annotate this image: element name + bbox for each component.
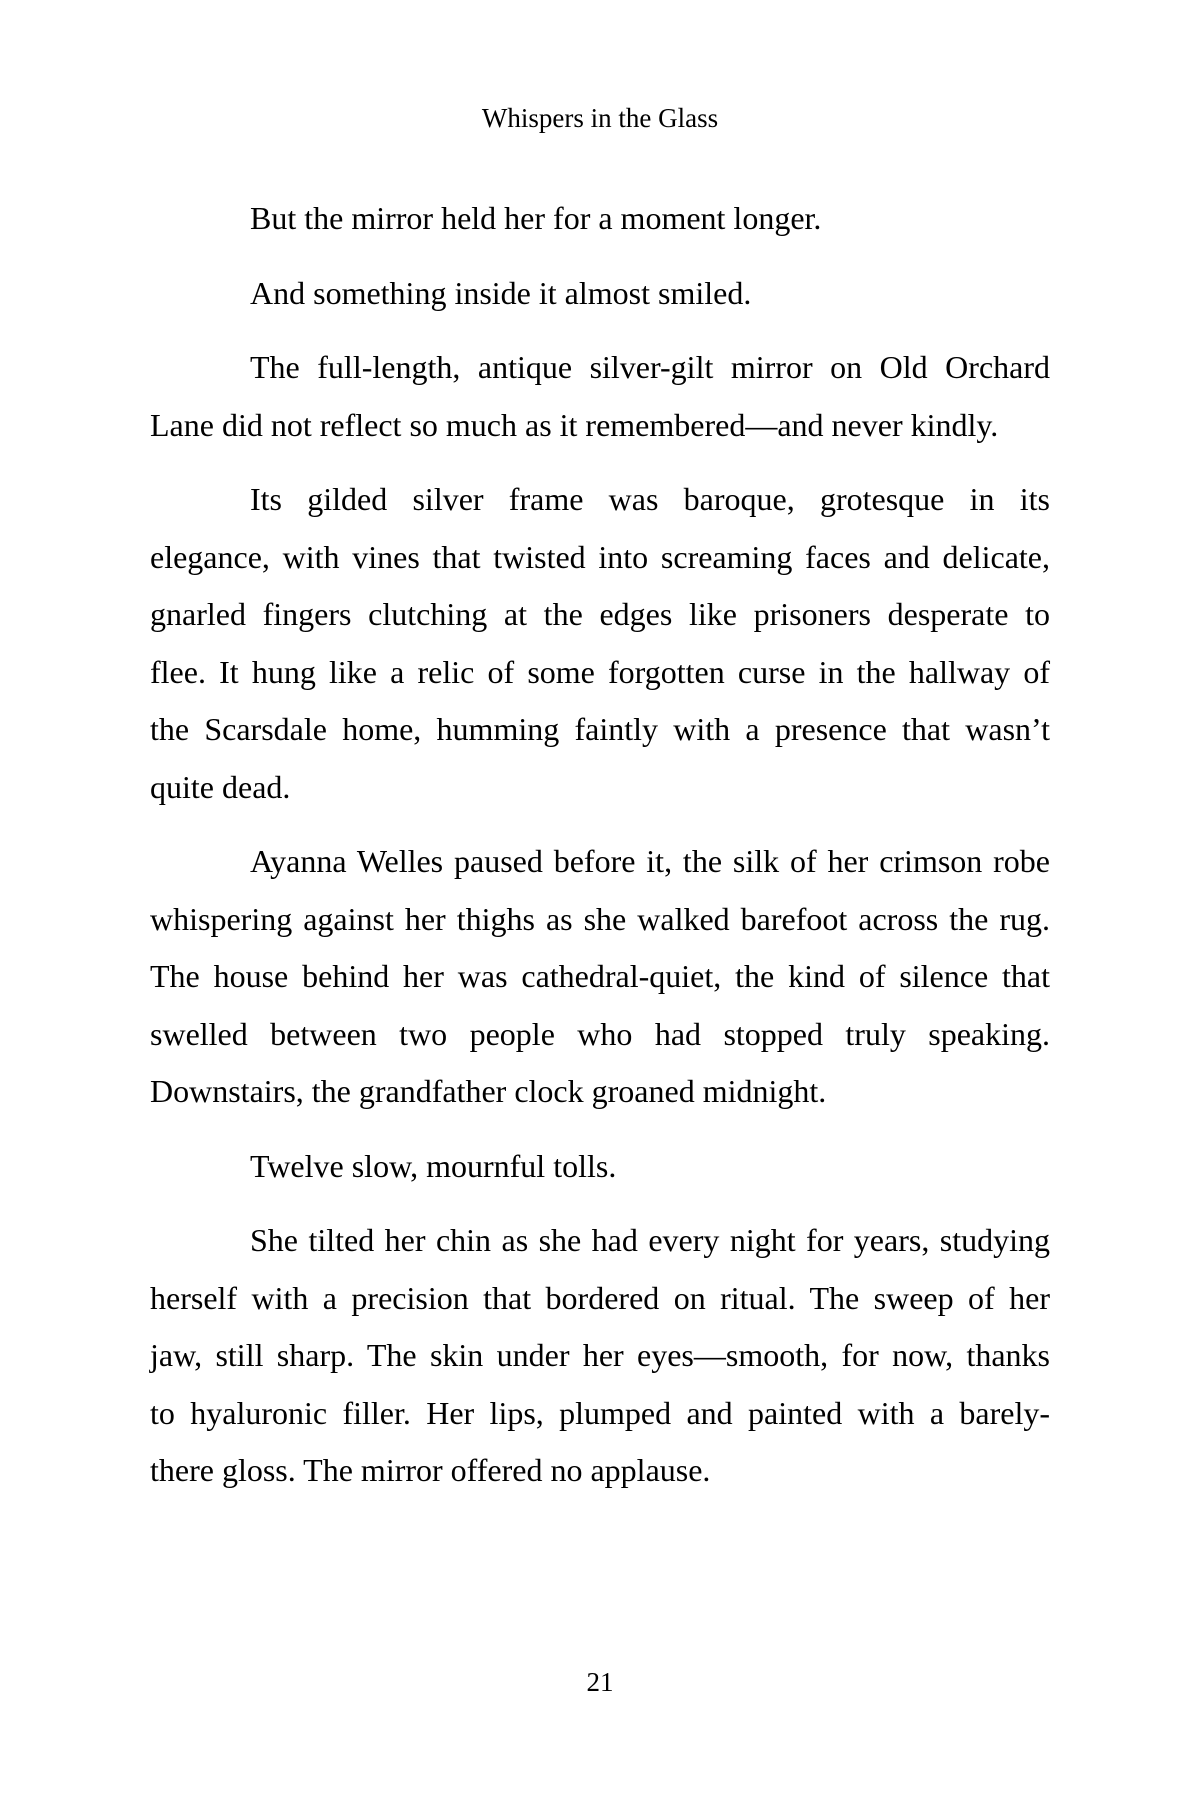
text-line: to hyaluronic filler. Her lips, plumped and painted with a barely-: [150, 1394, 1050, 1431]
text-line: whispering against her thighs as she walked barefoot across the rug.: [150, 900, 1050, 937]
text-line: Its gilded silver frame was baroque, grotesque in its: [250, 481, 1050, 517]
text-line: jaw, still sharp. The skin under her eyes—smooth, for now, thanks: [150, 1337, 1050, 1373]
text-line: And something inside it almost smiled.: [250, 274, 752, 311]
text-line: swelled between two people who had stopped truly speaking.: [150, 1015, 1050, 1052]
paragraph: [150, 265, 1050, 323]
paragraph: [150, 1212, 1050, 1500]
paragraph: [150, 471, 1050, 816]
running-header: Whispers in the Glass: [481, 103, 719, 133]
text-line: flee. It hung like a relic of some forgotten curse in the hallway of: [150, 653, 1050, 690]
text-line: elegance, with vines that twisted into screaming faces and delicate,: [150, 538, 1050, 575]
page-number: 21: [586, 1667, 614, 1697]
paragraph: [150, 1138, 1050, 1196]
text-line: The house behind her was cathedral-quiet, the kind of silence that: [150, 958, 1050, 994]
text-line: quite dead.: [150, 768, 291, 805]
text-line: Ayanna Welles paused before it, the silk of her crimson robe: [250, 843, 1050, 879]
text-line: herself with a precision that bordered on ritual. The sweep of her: [150, 1279, 1050, 1316]
text-line: Downstairs, the grandfather clock groaned midnight.: [150, 1073, 827, 1109]
paragraph: [150, 190, 1050, 248]
body-text: [150, 190, 1050, 1517]
text-line: gnarled fingers clutching at the edges like prisoners desperate to: [150, 596, 1050, 632]
text-line: there gloss. The mirror offered no applause.: [150, 1452, 711, 1488]
paragraph: [150, 339, 1050, 454]
text-line: Twelve slow, mournful tolls.: [250, 1147, 617, 1184]
text-line: The full-length, antique silver-gilt mirror on Old Orchard: [250, 349, 1050, 385]
text-line: But the mirror held her for a moment longer.: [250, 200, 822, 236]
text-line: She tilted her chin as she had every night for years, studying: [250, 1222, 1050, 1258]
text-line: the Scarsdale home, humming faintly with a presence that wasn’t: [150, 711, 1050, 747]
paragraph: [150, 833, 1050, 1121]
text-line: Lane did not reflect so much as it remembered—and never kindly.: [150, 406, 999, 443]
